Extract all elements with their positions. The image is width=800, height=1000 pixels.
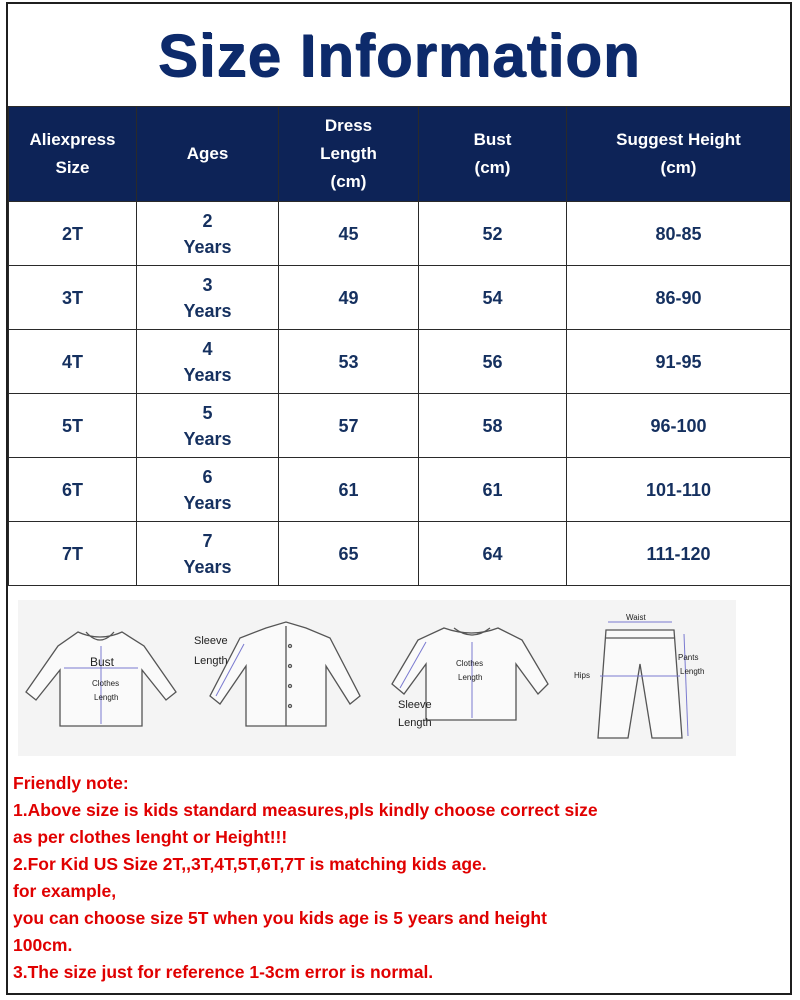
page-title: Size Information [157,21,641,89]
header-line: Length [320,144,377,163]
table-row [9,202,791,266]
age-number: 2 [202,210,213,231]
bust-label: Bust [90,655,115,669]
header-dress-length [279,107,419,202]
age-unit: Years [183,428,232,449]
age-unit: Years [183,364,232,385]
cell-height: 111-120 [567,522,791,586]
cell-bust: 52 [419,202,567,266]
note-line: for example, [13,881,117,901]
header-line: Aliexpress [29,130,116,149]
cell-height: 96-100 [567,394,791,458]
age-number: 6 [202,466,213,487]
measurement-diagram [8,584,790,756]
age-number: 5 [202,402,213,423]
age-unit: Years [183,236,232,257]
cell-size: 4T [9,330,137,394]
header-line: Dress [324,116,373,135]
pants-label: Pants [678,653,699,662]
header-line: Ages [186,144,229,163]
pants-length-label: Length [680,667,705,676]
note-line: 100cm. [13,935,73,955]
cell-size: 6T [9,458,137,522]
note-line: 2.For Kid US Size 2T,,3T,4T,5T,6T,7T is matching kids age. [13,854,487,874]
cell-height: 91-95 [567,330,791,394]
header-suggest-height [567,107,791,202]
header-line: Bust [473,130,512,149]
length-label: Length [94,693,119,702]
cell-bust: 58 [419,394,567,458]
table-row [9,330,791,394]
hips-label: Hips [574,671,591,680]
header-line: (cm) [660,158,697,177]
cell-ages [137,394,279,458]
cell-height: 80-85 [567,202,791,266]
header-line: Size [55,158,90,177]
table-row [9,266,791,330]
cell-bust: 64 [419,522,567,586]
clothes-label: Clothes [92,679,120,688]
header-bust [419,107,567,202]
cell-ages [137,330,279,394]
sleeve-label: Sleeve [194,635,228,647]
cell-size: 2T [9,202,137,266]
header-line: (cm) [474,158,511,177]
note-line: as per clothes lenght or Height!!! [13,827,288,847]
table-header-row [9,107,791,202]
cell-height: 101-110 [567,458,791,522]
cell-size: 3T [9,266,137,330]
table-row [9,394,791,458]
header-ages [137,107,279,202]
sleeve-length-label: Length [194,655,228,667]
cell-height: 86-90 [567,266,791,330]
age-unit: Years [183,300,232,321]
size-chart-frame [6,2,792,995]
length-label-2: Length [458,673,483,682]
age-unit: Years [183,492,232,513]
header-line: Suggest Height [616,130,741,149]
header-aliexpress-size [9,107,137,202]
cell-ages [137,458,279,522]
cell-dress-length: 45 [279,202,419,266]
note-line: 3.The size just for reference 1-3cm error is normal. [13,962,434,982]
cell-dress-length: 61 [279,458,419,522]
cell-dress-length: 65 [279,522,419,586]
friendly-note [13,770,788,986]
age-number: 4 [202,338,213,359]
cell-dress-length: 57 [279,394,419,458]
cell-bust: 54 [419,266,567,330]
sleeve-length-label-2: Length [398,717,432,729]
size-table [8,106,791,586]
cell-dress-length: 53 [279,330,419,394]
cell-ages [137,202,279,266]
cell-dress-length: 49 [279,266,419,330]
cell-ages [137,522,279,586]
sleeve-label-2: Sleeve [398,699,432,711]
cell-ages [137,266,279,330]
note-heading: Friendly note: [13,773,129,793]
note-line: 1.Above size is kids standard measures,pls kindly choose correct size [13,800,598,820]
clothes-label-2: Clothes [456,659,484,668]
age-number: 3 [202,274,213,295]
waist-label: Waist [626,613,646,622]
table-row [9,458,791,522]
age-unit: Years [183,556,232,577]
cell-bust: 56 [419,330,567,394]
note-line: you can choose size 5T when you kids age is 5 years and height [13,908,547,928]
cell-bust: 61 [419,458,567,522]
table-row [9,522,791,586]
age-number: 7 [202,530,213,551]
measurement-illustrations [8,584,790,756]
cell-size: 7T [9,522,137,586]
header-line: (cm) [330,172,367,191]
cell-size: 5T [9,394,137,458]
